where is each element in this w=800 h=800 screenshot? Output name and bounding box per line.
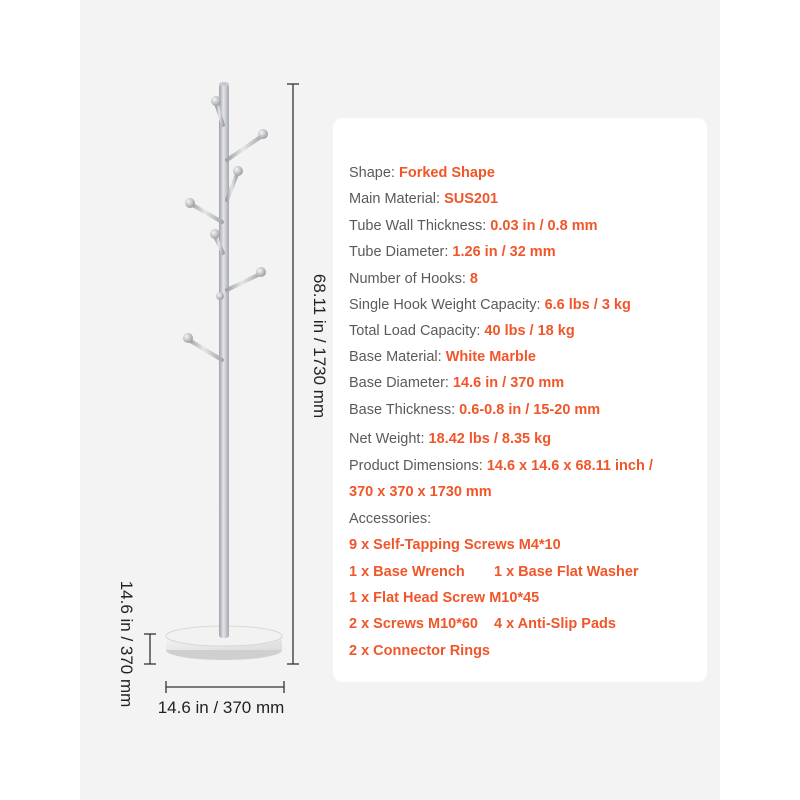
accessory-item: 4 x Anti-Slip Pads (494, 616, 616, 632)
accessory-item: 2 x Connector Rings (349, 643, 490, 659)
base-height-dimension-label: 14.6 in / 370 mm (117, 580, 136, 708)
accessory-item: 1 x Base Flat Washer (494, 564, 639, 580)
accessory-item: 1 x Flat Head Screw M10*45 (349, 590, 540, 606)
spec-single-hook-capacity: Single Hook Weight Capacity: 6.6 lbs / 3 kg (349, 297, 631, 313)
hook-knob (216, 292, 224, 300)
spec-accessories-heading: Accessories: (349, 511, 432, 527)
base-height-dimension-line (144, 634, 156, 664)
spec-base-material: Base Material: White Marble (349, 349, 536, 365)
spec-total-load-capacity: Total Load Capacity: 40 lbs / 18 kg (349, 323, 575, 339)
height-dimension-label: 68.11 in / 1730 mm (310, 273, 329, 419)
hook-knob (258, 129, 268, 139)
hook-knob (210, 229, 220, 239)
spec-product-dimensions: Product Dimensions: 14.6 x 14.6 x 68.11 inch / (349, 458, 653, 474)
hook-knob (185, 198, 195, 208)
spec-number-of-hooks: Number of Hooks: 8 (349, 271, 478, 287)
accessory-item: 2 x Screws M10*60 (349, 616, 478, 632)
height-dimension-line (287, 84, 299, 664)
spec-tube-diameter: Tube Diameter: 1.26 in / 32 mm (349, 244, 556, 260)
spec-main-material: Main Material: SUS201 (349, 191, 499, 207)
spec-tube-wall-thickness: Tube Wall Thickness: 0.03 in / 0.8 mm (349, 218, 598, 234)
base-width-dimension-label: 14.6 in / 370 mm (157, 698, 285, 717)
accessory-item: 1 x Base Wrench (349, 564, 465, 580)
hook-knob (183, 333, 193, 343)
hook-knob (211, 96, 221, 106)
spec-net-weight: Net Weight: 18.42 lbs / 8.35 kg (349, 431, 552, 447)
hook-knob (233, 166, 243, 176)
spec-product-dimensions-cont: 370 x 370 x 1730 mm (349, 484, 492, 500)
spec-shape: Shape: Forked Shape (349, 165, 495, 181)
base-width-dimension-line (166, 681, 284, 693)
spec-card (333, 118, 707, 682)
hook-knob (256, 267, 266, 277)
spec-base-diameter: Base Diameter: 14.6 in / 370 mm (349, 375, 565, 391)
spec-base-thickness: Base Thickness: 0.6-0.8 in / 15-20 mm (349, 402, 601, 418)
accessory-item: 9 x Self-Tapping Screws M4*10 (349, 537, 561, 553)
